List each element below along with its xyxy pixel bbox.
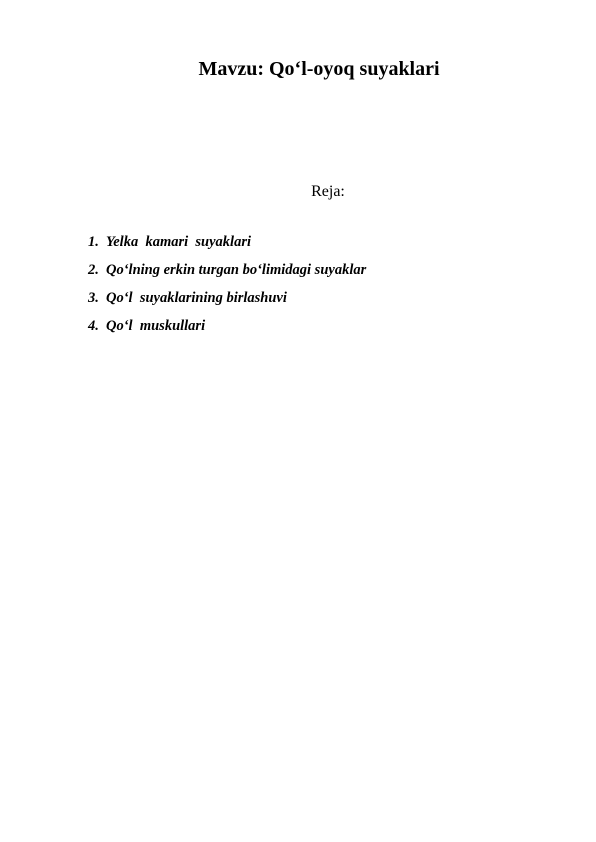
plan-item (88, 262, 366, 290)
plan-item-text: Qo‘l muskullari (106, 318, 206, 334)
plan-item (88, 234, 366, 262)
plan-item-text: Yelka kamari suyaklari (106, 234, 252, 250)
plan-list (88, 234, 366, 346)
document-title: Mavzu: Qo‘l-oyoq suyaklari (198, 58, 440, 80)
plan-item-text: Qo‘lning erkin turgan bo‘limidagi suyaklar (106, 262, 367, 278)
plan-item-number: 4. (88, 318, 99, 334)
plan-item-number: 3. (88, 290, 99, 306)
plan-item-text: Qo‘l suyaklarining birlashuvi (106, 290, 287, 306)
plan-item-number: 2. (88, 262, 99, 278)
plan-item-number: 1. (88, 234, 99, 250)
plan-item (88, 290, 366, 318)
plan-heading: Reja: (311, 183, 345, 200)
plan-item (88, 318, 366, 346)
